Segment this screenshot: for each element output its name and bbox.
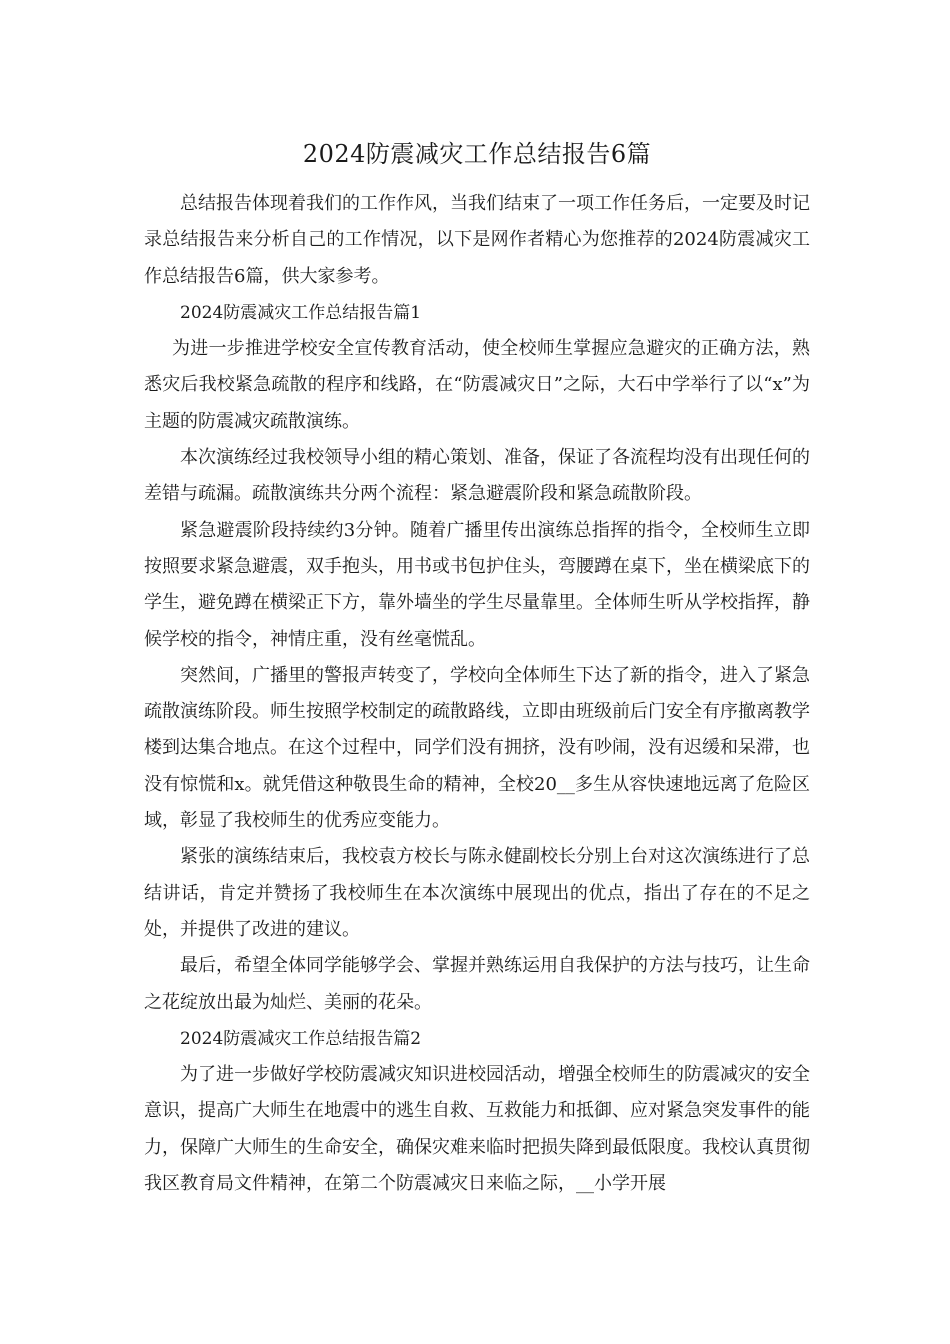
section-1-paragraph: 为进一步推进学校安全宣传教育活动，使全校师生掌握应急避灾的正确方法，熟悉灾后我校紧急疏散的程序和线路，在“防震减灾日”之际，大石中学举行了以“x”为主题的防震减灾疏散演练。 (144, 338, 810, 432)
section-1-paragraph: 突然间，广播里的警报声转变了，学校向全体师生下达了新的指令，进入了紧急疏散演练阶段。师生按照学校制定的疏散路线，立即由班级前后门安全有序撤离教学楼到达集合地点。在这个过程中，同学们没有拥挤，没有吵闹，没有迟缓和呆滞，也没有惊慌和x。就凭借这种敬畏生命的精神，全校20__多生从容快速地远离了危险区域，彰显了我校师生的优秀应变能力。 (144, 664, 810, 832)
section-1-heading: 2024防震减灾工作总结报告篇1 (180, 302, 422, 323)
section-1-paragraph: 紧张的演练结束后，我校袁方校长与陈永健副校长分别上台对这次演练进行了总结讲话，肯定并赞扬了我校师生在本次演练中展现出的优点，指出了存在的不足之处，并提供了改进的建议。 (144, 846, 810, 940)
section-1-paragraph: 紧急避震阶段持续约3分钟。随着广播里传出演练总指挥的指令，全校师生立即按照要求紧急避震，双手抱头，用书或书包护住头，弯腰蹲在桌下，坐在横梁底下的学生，避免蹲在横梁正下方，靠外墙坐的学生尽量靠里。全体师生听从学校指挥，静候学校的指令，神情庄重，没有丝毫慌乱。 (144, 519, 810, 650)
section-1-paragraph: 本次演练经过我校领导小组的精心策划、准备，保证了各流程均没有出现任何的差错与疏漏。疏散演练共分两个流程：紧急避震阶段和紧急疏散阶段。 (144, 447, 810, 505)
section-2-paragraph: 为了进一步做好学校防震减灾知识进校园活动，增强全校师生的防震减灾的安全意识，提高广大师生在地震中的逃生自救、互救能力和抵御、应对紧急突发事件的能力，保障广大师生的生命安全，确保灾难来临时把损失降到最低限度。我校认真贯彻我区教育局文件精神，在第二个防震减灾日来临之际，__小学开展 (144, 1064, 810, 1195)
intro-paragraph: 总结报告体现着我们的工作作风，当我们结束了一项工作任务后，一定要及时记录总结报告来分析自己的工作情况，以下是网作者精心为您推荐的2024防震减灾工作总结报告6篇，供大家参考。 (144, 193, 810, 287)
document-page (144, 130, 810, 1202)
section-1-paragraph: 最后，希望全体同学能够学会、掌握并熟练运用自我保护的方法与技巧，让生命之花绽放出最为灿烂、美丽的花朵。 (144, 955, 810, 1013)
document-title: 2024防震减灾工作总结报告6篇 (302, 140, 652, 168)
section-2-heading: 2024防震减灾工作总结报告篇2 (180, 1028, 422, 1049)
